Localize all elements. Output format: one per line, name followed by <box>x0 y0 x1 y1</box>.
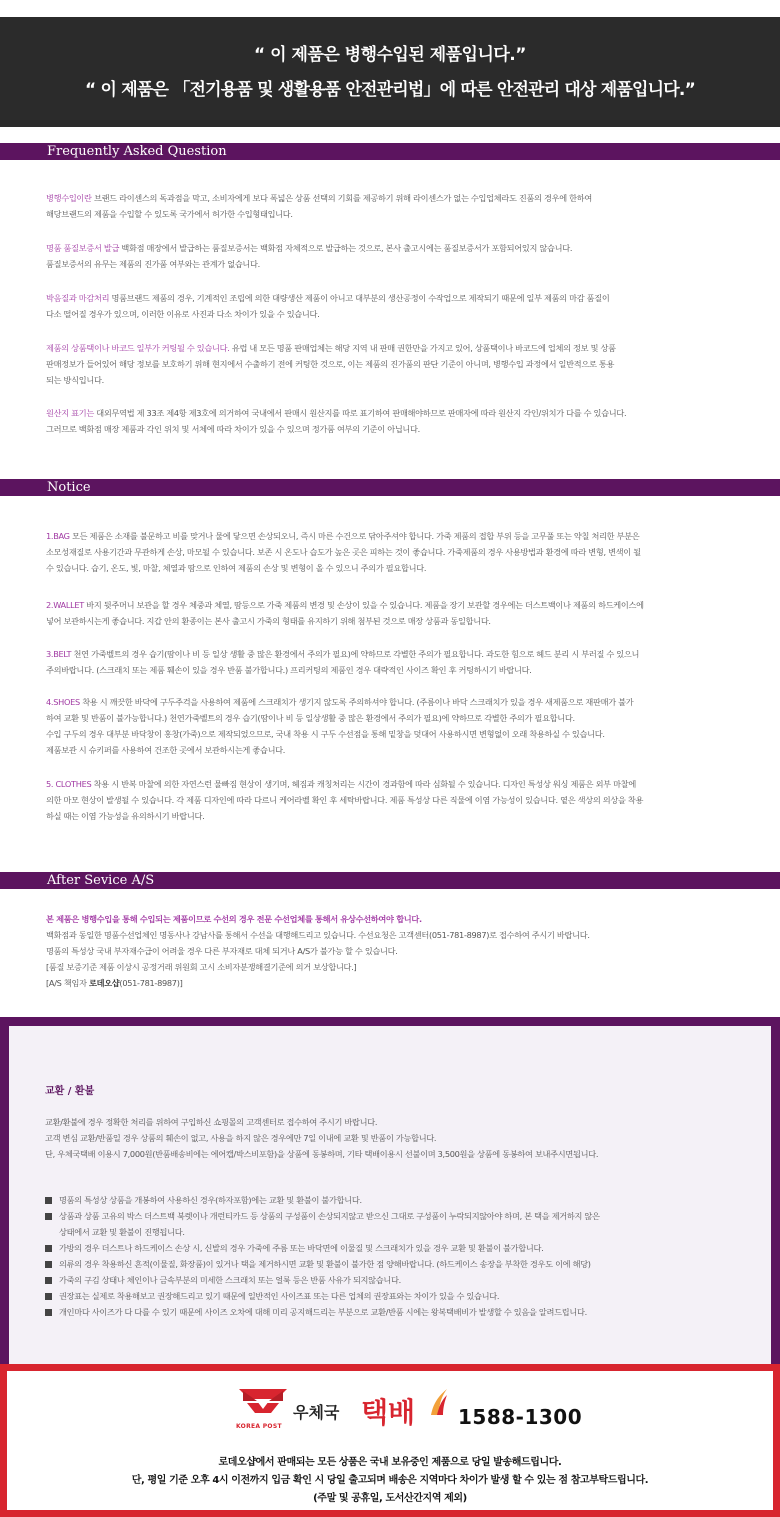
faq-item <box>46 290 746 322</box>
exchange-rules-list <box>45 1192 765 1320</box>
faq-text: 유럽 내 모든 명품 판매업체는 해당 지역 내 판매 권한만을 가지고 있어, 상품택이나 바코드에 업체의 정보 및 상품 <box>229 343 616 353</box>
shipping-line-2: 단, 평일 기준 오후 4시 이전까지 입금 확인 시 당일 출고되며 배송은 지역마다 차이가 발생 할 수 있는 점 참고부탁드립니다. <box>131 1475 649 1486</box>
notice-text: 넣어 보관하시는게 좋습니다. 지갑 안의 환종이는 본사 출고시 가죽의 형태를 유지하기 위해 첨부된 것으로 매장 상품과 동일합니다. <box>46 616 491 626</box>
notice-item-wallet <box>46 597 746 629</box>
as-text: [품질 보증기준 제품 이상시 공정거래 위원회 고시 소비자분쟁해결기준에 의거 보상합니다.] <box>46 962 357 972</box>
korea-post-label: KOREA POST <box>236 1423 282 1430</box>
notice-term: 5. CLOTHES <box>46 779 92 789</box>
faq-item <box>46 190 746 222</box>
carrier-phone: 1588-1300 <box>458 1405 583 1429</box>
exchange-text: 교환/환불에 경우 정확한 처리를 위하여 구입하신 쇼핑몰의 고객센터로 접수하여 주시기 바랍니다. <box>45 1117 378 1127</box>
rule-item: 가방의 경우 더스트나 하드케이스 손상 시, 신발의 경우 가죽에 주름 또는 바닥면에 이물질 및 스크래치가 있을 경우 교환 및 환불이 불가합니다. <box>45 1240 765 1256</box>
as-section <box>46 911 746 991</box>
as-heading: After Sevice A/S <box>47 873 155 888</box>
shipping-line-1: 로데오샵에서 판매되는 모든 상품은 국내 보유중인 제품으로 당일 발송해드립니다. <box>218 1457 562 1468</box>
banner-line-2: “ 이 제품은 「전기용품 및 생활용품 안전관리법」에 따른 안전관리 대상 제품입니다.” <box>85 80 695 100</box>
as-text: 명품의 특성상 국내 부자재수급이 어려울 경우 다른 부자재로 대체 되거나 A/S가 불가능 할 수 있습니다. <box>46 946 398 956</box>
rule-item: 권장표는 실제로 착용해보고 권장해드리고 있기 때문에 일반적인 사이즈표 또는 다른 업체의 권장표와는 차이가 있을 수 있습니다. <box>45 1288 765 1304</box>
notice-term: 4.SHOES <box>46 697 80 707</box>
exchange-text: 단, 우체국택배 이용시 7,000원(반품배송비에는 에어캡/박스비포함)을 상품에 동봉하며, 기타 택배이용시 선불이며 3,500원을 상품에 동봉하여 보내주시면됩니다. <box>45 1149 599 1159</box>
faq-item <box>46 240 746 272</box>
exchange-text: 고객 변심 교환/반품일 경우 상품의 훼손이 없고, 사용을 하지 않은 경우에만 7일 이내에 교환 및 반품이 가능합니다. <box>45 1133 437 1143</box>
faq-text: 품질보증서의 유무는 제품의 진가품 여부와는 관계가 없습니다. <box>46 259 260 269</box>
faq-text: 다소 떨어질 경우가 있으며, 이러한 이유로 사진과 다소 차이가 있을 수 있습니다. <box>46 309 320 319</box>
notice-text: 수입 구두의 경우 대부분 바닥창이 홍창(가죽)으로 제작되었으므로, 국내 착용 시 구두 수선점을 통해 밑창을 덧대어 사용하시면 변형없이 오래 착용하실 수 있습니다. <box>46 729 605 739</box>
notice-text: 하실 때는 이염 가능성을 유의하시기 바랍니다. <box>46 811 205 821</box>
as-contact: [A/S 책임자 로데오샵(051-781-8987)] <box>46 978 183 988</box>
rule-item: 가죽의 구김 상태나 체인이나 금속부분의 미세한 스크래치 또는 얼룩 등은 반품 사유가 되지않습니다. <box>45 1272 765 1288</box>
notice-term: 1.BAG <box>46 531 70 541</box>
faq-text: 대외무역법 제 33조 제4항 제3호에 의거하여 국내에서 판매시 원산지를 따로 표기하여 판매해야하므로 판매자에 따라 원산지 각인/위치가 다를 수 있습니다. <box>93 408 627 418</box>
exchange-frame <box>0 1017 780 1364</box>
rule-item: 의류의 경우 착용하신 흔적(이물질, 화장품)이 있거나 택을 제거하시면 교환 및 환불이 불가한 점 양해바랍니다. (하드케이스 송장을 부착한 경우도 이에 해당) <box>45 1256 765 1272</box>
faq-term: 병행수입이란 <box>46 193 92 203</box>
notice-text: 착용 시 반복 마찰에 의한 자연스런 물빠짐 현상이 생기며, 헤짐과 캐칭처리는 시간이 경과함에 따라 심화될 수 있습니다. 디자인 특성상 워싱 제품은 외부 마찰에 <box>91 779 636 789</box>
as-text: 백화점과 동일한 명품수선업체인 명동사나 강남사를 통해서 수선을 대행해드리고 있습니다. 수선요청은 고객센터(051-781-8987)로 접수하여 주시기 바랍니다. <box>46 930 590 940</box>
notice-text: 바지 뒷주머니 보관을 할 경우 체중과 체열, 땀등으로 가죽 제품의 변경 및 손상이 있을 수 있습니다. 제품을 장기 보관할 경우에는 더스트백이나 제품의 하드케이스에 <box>83 600 644 610</box>
notice-text: 모든 제품은 소재를 불문하고 비를 맞거나 물에 닿으면 손상되오니, 즉시 마른 수건으로 닦아주셔야 합니다. 가죽 제품의 접합 부위 등을 고무풀 또는 약칠 처리한 부분은 <box>69 531 640 541</box>
notice-item-shoes <box>46 694 746 758</box>
shipping-panel <box>7 1371 773 1510</box>
faq-text: 그러므로 백화점 매장 제품과 각인 위치 및 서체에 따라 차이가 있을 수 있으며 정가품 여부의 기준이 아닙니다. <box>46 424 420 434</box>
as-contact-name: 로데오샵 <box>88 978 120 988</box>
service-name: 택배 <box>361 1396 416 1429</box>
shipping-line-3: (주말 및 공휴일, 도서산간지역 제외) <box>313 1493 467 1504</box>
notice-text: 소모성재질로 사용기간과 무관하게 손상, 마모될 수 있습니다. 보존 시 온도나 습도가 높은 곳은 피하는 것이 좋습니다. 가죽제품의 경우 사용방법과 환경에 따라 변형, 변색이 될 <box>46 547 641 557</box>
shipping-brand: 로데오샵 <box>218 1457 256 1468</box>
wing-icon <box>427 1387 449 1417</box>
notice-term: 3.BELT <box>46 649 72 659</box>
as-heading-bar <box>0 872 780 889</box>
faq-text: 브랜드 라이센스의 독과점을 막고, 소비자에게 보다 폭넓은 상품 선택의 기회를 제공하기 위해 라이센스가 없는 수입업체라도 진품의 경우에 한하여 <box>91 193 592 203</box>
faq-text: 명품브랜드 제품의 경우, 기계적인 조립에 의한 대량생산 제품이 아니고 대부분의 생산공정이 수작업으로 제작되기 때문에 일부 제품의 마감 품질이 <box>109 293 610 303</box>
carrier-name: 우체국 <box>293 1403 340 1422</box>
faq-text: 판매정보가 들어있어 해당 정보를 보호하기 위해 현지에서 수출하기 전에 커팅한 것으로, 이는 제품의 진가품의 판단 기준이 아니며, 병행수입 과정에서 일반적으로 통용 <box>46 359 615 369</box>
notice-term: 2.WALLET <box>46 600 84 610</box>
faq-text: 해당브랜드의 제품을 수입할 수 있도록 국가에서 허가한 수입형태입니다. <box>46 209 293 219</box>
faq-heading: Frequently Asked Question <box>47 144 227 159</box>
exchange-title: 교환 / 환불 <box>45 1086 95 1097</box>
faq-text: 되는 방식입니다. <box>46 375 104 385</box>
korea-post-logo <box>233 1383 593 1443</box>
notice-text: 주의바랍니다. (스크래치 또는 제품 훼손이 있을 경우 반품 불가합니다.) 프리커팅의 제품인 경우 대략적인 사이즈 확인 후 커팅하시기 바랍니다. <box>46 665 532 675</box>
faq-heading-bar <box>0 143 780 160</box>
notice-text: 수 있습니다. 습기, 온도, 빛, 마찰, 체열과 땀으로 인하여 제품의 손상 및 변형이 올 수 있으니 주의가 필요합니다. <box>46 563 427 573</box>
notice-text: 의한 마모 현상이 발생될 수 있습니다. 각 제품 디자인에 따라 다르니 케어라벨 확인 후 세탁바랍니다. 제품 특성상 다른 직물에 이염 가능성이 있습니다. 옅은 색상의 의상을 착용 <box>46 795 644 805</box>
rule-item: 상품과 상품 고유의 박스 더스트백 북렛이나 개런티카드 등 상품의 구성품이 손상되지않고 받으신 그대로 구성품이 누락되지않아야 하며, 본 택을 제거하지 않은 상태에서 교환 및 환불이 진행됩니다. <box>45 1208 765 1240</box>
exchange-panel <box>9 1026 771 1364</box>
banner-line-1: “ 이 제품은 병행수입된 제품입니다.” <box>254 45 526 65</box>
parallel-import-banner <box>0 17 780 127</box>
faq-term: 제품의 상품택이나 바코드 일부가 커팅될 수 있습니다. <box>46 343 230 353</box>
as-highlight: 본 제품은 병행수입을 통해 수입되는 제품이므로 수선의 경우 전문 수선업체를 통해서 유상수선하여야 합니다. <box>46 914 422 924</box>
faq-term: 박음질과 마감처리 <box>46 293 110 303</box>
faq-text: 백화점 매장에서 발급하는 품질보증서는 백화점 자체적으로 발급하는 것으로, 본사 출고시에는 품질보증서가 포함되어있지 않습니다. <box>119 243 573 253</box>
faq-item <box>46 405 746 437</box>
notice-text: 착용 시 깨끗한 바닥에 구두주걱을 사용하여 제품에 스크래치가 생기지 않도록 주의하셔야 합니다. (주름이나 바닥 스크래치가 있을 경우 새제품으로 재판매가 불가 <box>79 697 634 707</box>
notice-item-bag <box>46 528 746 576</box>
faq-term: 명품 품질보증서 발급 <box>46 243 120 253</box>
notice-text: 하여 교환 및 반품이 불가능합니다.) 천연가죽벨트의 경우 습기(땀이나 비 등 일상생활 중 많은 환경에서 주의가 필요)에 약하므로 각별한 주의가 필요합니다. <box>46 713 575 723</box>
notice-item-belt <box>46 646 746 678</box>
rule-item: 개인마다 사이즈가 다 다를 수 있기 때문에 사이즈 오차에 대해 미리 공지해드리는 부분으로 교환/반품 시에는 왕복택배비가 발생할 수 있음을 알려드립니다. <box>45 1304 765 1320</box>
faq-item <box>46 340 746 388</box>
notice-heading-bar <box>0 479 780 496</box>
notice-text: 제품보관 시 슈키퍼를 사용하여 건조한 곳에서 보관하시는게 좋습니다. <box>46 745 286 755</box>
notice-text: 천연 가죽벨트의 경우 습기(땀이나 비 등 일상 생활 중 많은 환경에서 주의가 필요)에 약하므로 각별한 주의가 필요합니다. 과도한 힘으로 헤드 분리 시 부러질 수 있으니 <box>71 649 640 659</box>
faq-term: 원산지 표기는 <box>46 408 94 418</box>
shipping-frame <box>0 1364 780 1517</box>
rule-item: 명품의 특성상 상품을 개봉하여 사용하신 경우(하자포함)에는 교환 및 환불이 불가합니다. <box>45 1192 765 1208</box>
notice-item-clothes <box>46 776 746 824</box>
notice-heading: Notice <box>47 480 91 495</box>
